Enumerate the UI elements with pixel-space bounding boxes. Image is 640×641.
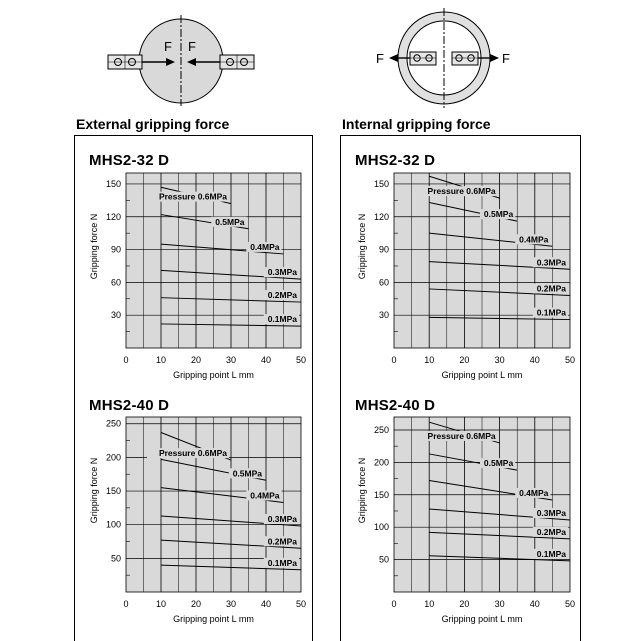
series-label: 0.1MPa [267, 557, 297, 568]
force-label-left: F [376, 51, 384, 66]
series-label: 0.5MPa [215, 216, 245, 227]
series-label: 0.3MPa [536, 257, 566, 268]
y-tick-label: 200 [105, 452, 121, 463]
x-tick-label: 40 [260, 599, 272, 609]
series-label: Pressure 0.6MPa [158, 448, 227, 459]
x-tick-label: 10 [424, 599, 435, 609]
series-label: 0.1MPa [267, 314, 297, 325]
series-label: 0.5MPa [483, 458, 514, 469]
x-tick-label: 30 [494, 599, 505, 609]
y-tick-label: 90 [110, 244, 121, 255]
x-axis-label: Gripping point L mm [173, 370, 254, 380]
series-label: 0.4MPa [519, 234, 549, 245]
y-tick-label: 100 [373, 522, 389, 533]
force-label-right: F [188, 39, 196, 54]
x-tick-label: 10 [155, 599, 167, 609]
x-tick-label: 0 [123, 355, 129, 365]
chart-title-int40: MHS2-40 D [355, 397, 436, 414]
y-tick-label: 60 [110, 277, 121, 288]
y-tick-label: 100 [105, 519, 121, 530]
x-tick-label: 0 [391, 599, 397, 609]
y-axis-label: Gripping force N [89, 457, 99, 524]
right-finger [452, 52, 478, 65]
series-label: 0.3MPa [267, 514, 297, 525]
series-label: 0.5MPa [232, 468, 262, 479]
left-finger [108, 55, 142, 69]
right-finger [220, 55, 254, 69]
series-label: Pressure 0.6MPa [158, 191, 227, 202]
series-label: 0.3MPa [536, 508, 566, 519]
series-label: 0.2MPa [267, 290, 297, 301]
chart-title-int32: MHS2-32 D [355, 152, 436, 169]
x-axis-label: Gripping point L mm [441, 370, 523, 380]
y-tick-label: 50 [110, 553, 121, 564]
series-label: 0.1MPa [536, 307, 566, 318]
section-title-external: External gripping force [76, 116, 230, 132]
y-tick-label: 90 [378, 244, 389, 255]
chart-ext32 [76, 170, 308, 382]
y-tick-label: 30 [110, 310, 121, 321]
x-tick-label: 50 [295, 599, 307, 609]
x-axis-label: Gripping point L mm [441, 614, 523, 624]
x-tick-label: 40 [529, 355, 540, 365]
x-tick-label: 20 [459, 355, 470, 365]
x-tick-label: 50 [295, 355, 307, 365]
x-tick-label: 0 [123, 599, 129, 609]
y-axis-label: Gripping force N [89, 213, 99, 280]
x-tick-label: 40 [260, 355, 272, 365]
chart-int40 [342, 414, 576, 626]
y-tick-label: 30 [378, 310, 389, 321]
x-tick-label: 20 [459, 599, 470, 609]
force-label-right: F [502, 51, 510, 66]
x-tick-label: 30 [225, 599, 237, 609]
series-label: 0.3MPa [267, 267, 297, 278]
y-tick-label: 200 [373, 457, 389, 468]
y-tick-label: 250 [105, 418, 121, 429]
series-label: 0.5MPa [483, 209, 514, 220]
x-tick-label: 20 [190, 599, 202, 609]
x-tick-label: 50 [564, 599, 576, 609]
y-tick-label: 60 [378, 277, 389, 288]
x-tick-label: 20 [190, 355, 202, 365]
x-tick-label: 30 [225, 355, 237, 365]
series-label: 0.4MPa [250, 241, 280, 252]
section-title-internal: Internal gripping force [342, 116, 491, 132]
left-finger [410, 52, 436, 65]
series-label: 0.4MPa [519, 487, 549, 498]
series-label: 0.4MPa [250, 490, 280, 501]
force-label-left: F [164, 39, 172, 54]
y-tick-label: 50 [378, 554, 389, 565]
chart-title-ext32: MHS2-32 D [89, 152, 170, 169]
x-tick-label: 10 [424, 355, 435, 365]
series-label: 0.2MPa [536, 283, 566, 294]
series-label: Pressure 0.6MPa [427, 186, 496, 197]
y-tick-label: 150 [105, 486, 121, 497]
chart-ext40 [76, 414, 308, 626]
chart-int32 [342, 170, 576, 382]
x-tick-label: 40 [529, 599, 540, 609]
y-axis-label: Gripping force N [357, 213, 367, 280]
y-tick-label: 150 [373, 178, 389, 189]
y-tick-label: 120 [105, 211, 121, 222]
external-gripping-diagram [104, 0, 264, 110]
series-label: 0.2MPa [267, 536, 297, 547]
y-tick-label: 120 [373, 211, 389, 222]
chart-title-ext40: MHS2-40 D [89, 397, 170, 414]
x-tick-label: 50 [564, 355, 576, 365]
series-label: 0.2MPa [536, 526, 566, 537]
x-tick-label: 10 [155, 355, 167, 365]
y-tick-label: 150 [105, 178, 121, 189]
series-label: Pressure 0.6MPa [427, 430, 496, 441]
y-axis-label: Gripping force N [357, 457, 367, 524]
x-tick-label: 0 [391, 355, 397, 365]
internal-gripping-diagram [372, 0, 522, 110]
series-label: 0.1MPa [536, 548, 566, 559]
y-tick-label: 250 [373, 424, 389, 435]
y-tick-label: 150 [373, 489, 389, 500]
x-tick-label: 30 [494, 355, 505, 365]
x-axis-label: Gripping point L mm [173, 614, 254, 624]
